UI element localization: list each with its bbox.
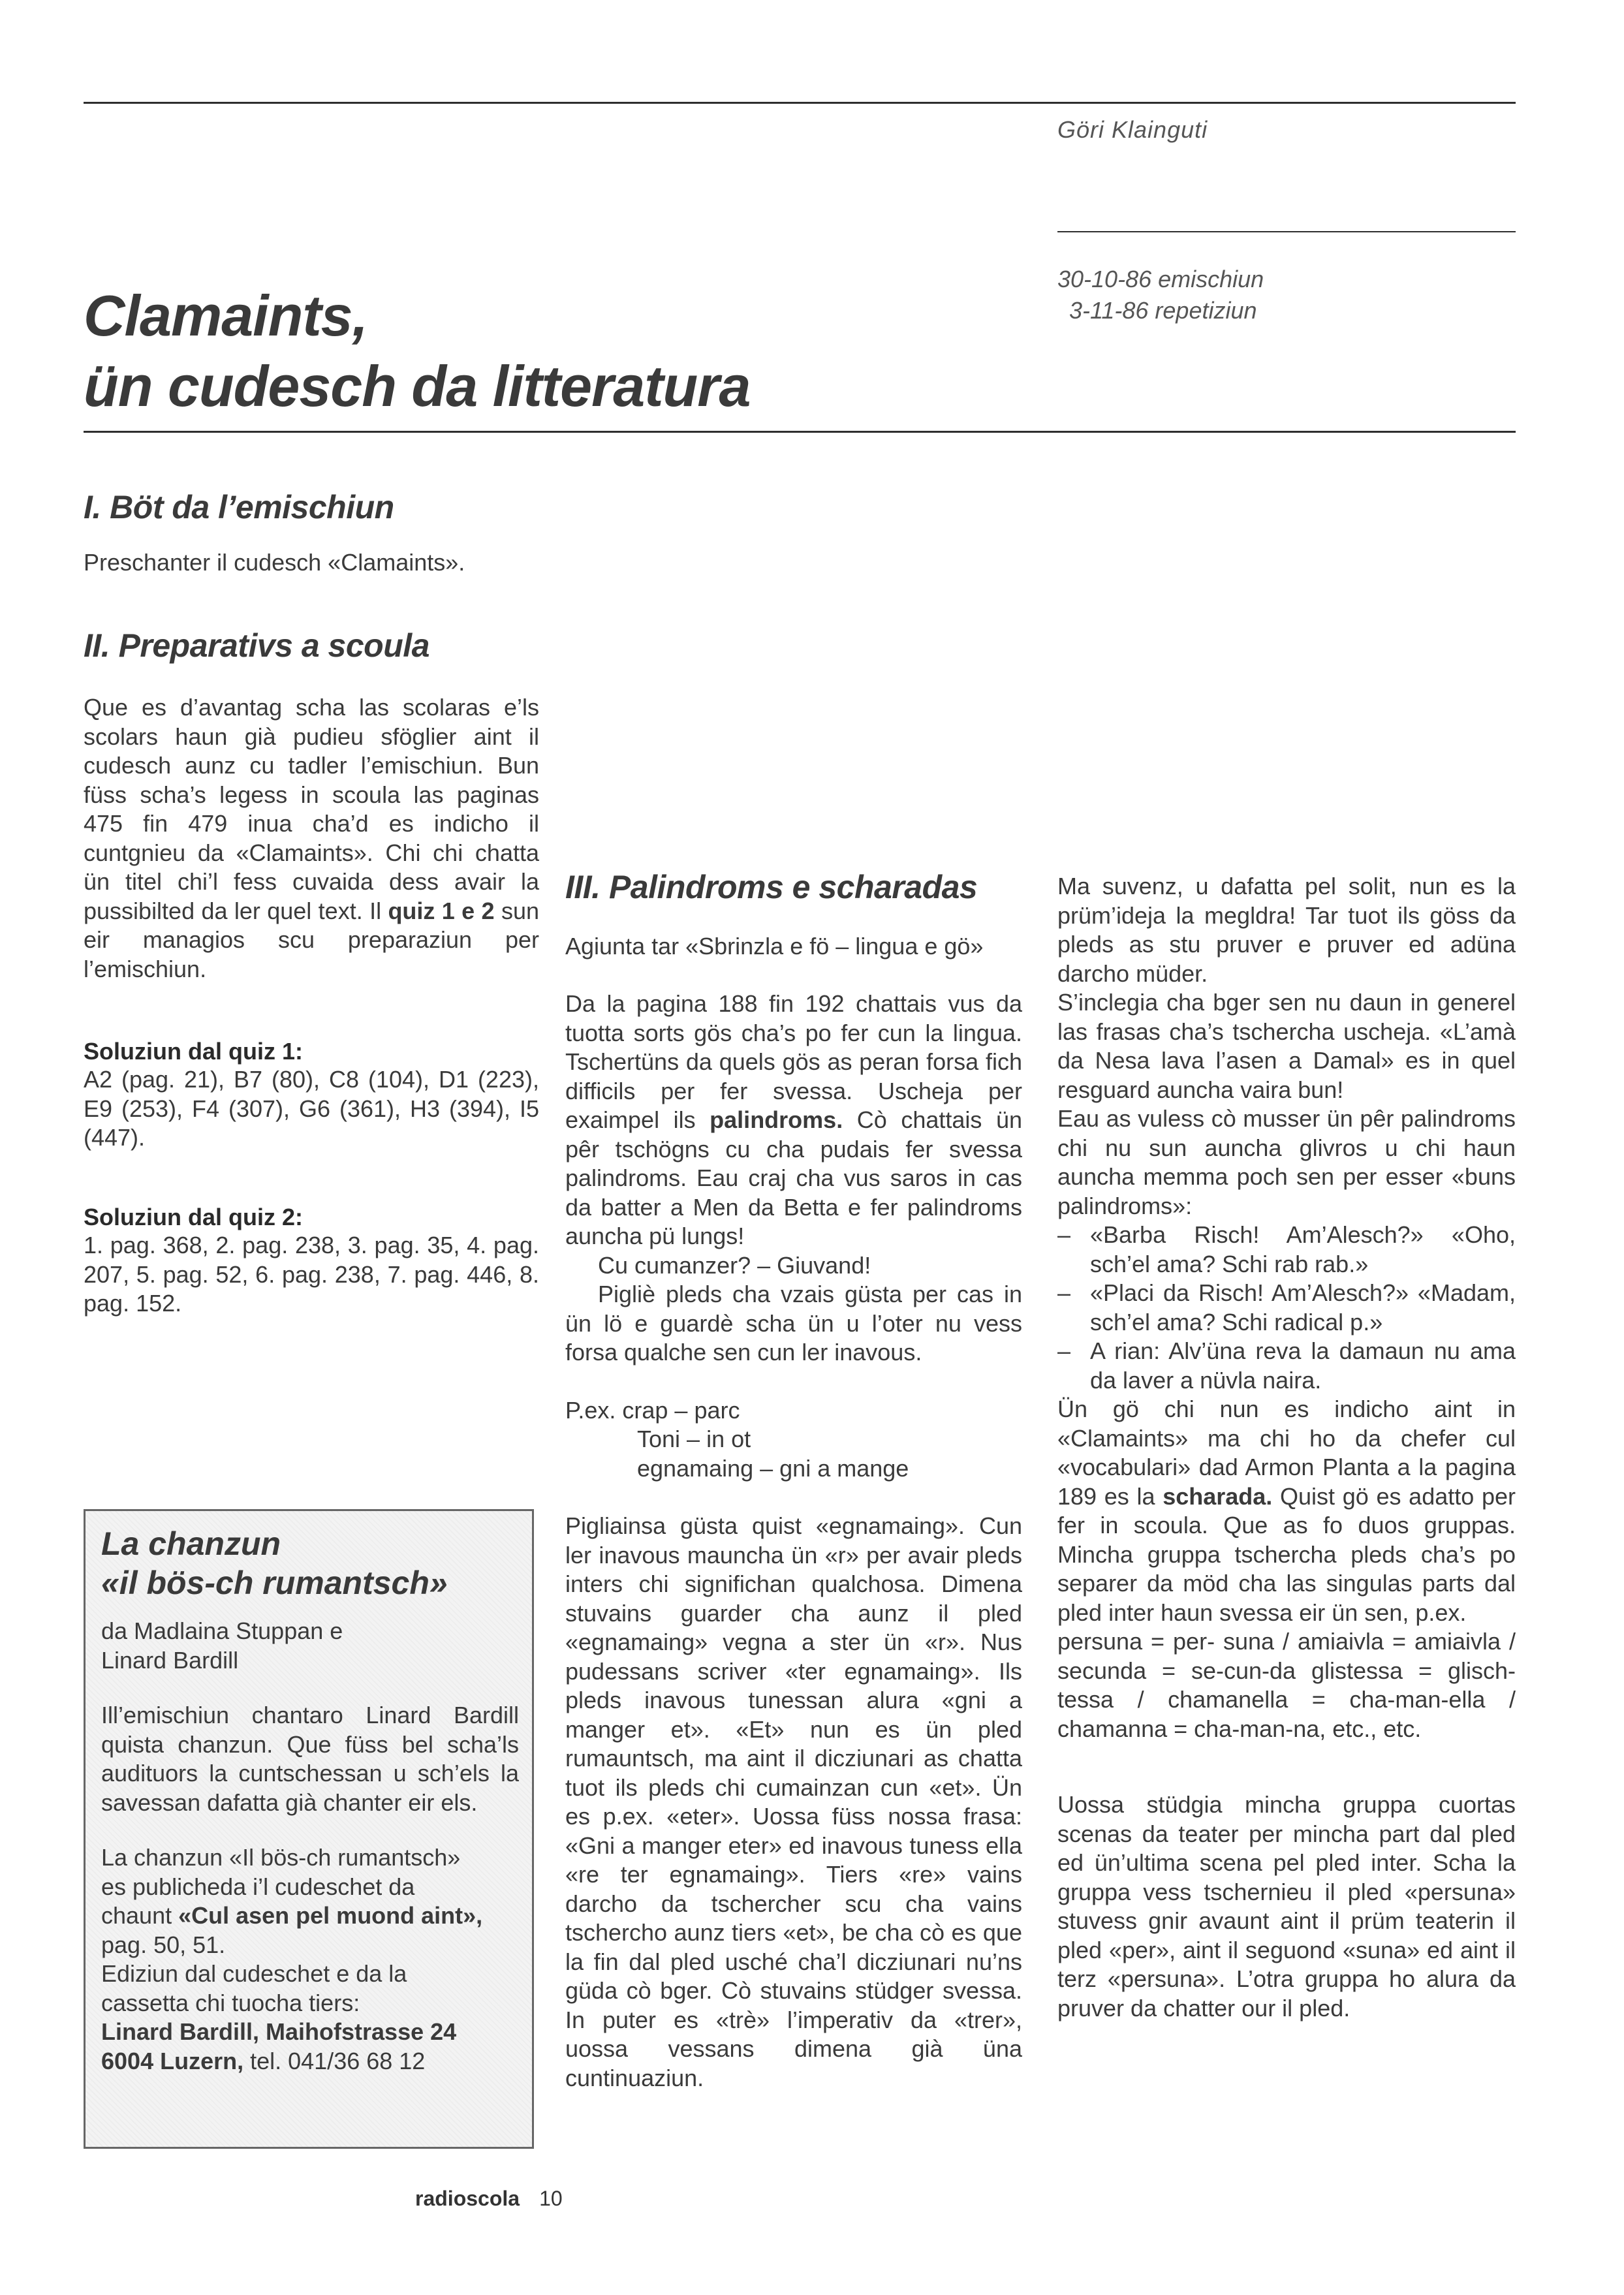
title-line-2: ün cudesch da litteratura (84, 354, 751, 418)
quiz-1-solution (84, 1038, 539, 1153)
top-rule (84, 102, 1516, 104)
egnamaing-paragraph: Pigliainsa güsta quist «egnamaing». Cun ler inavous mauncha ün «r» per avair pleds inters chi significhan qualchosa. Dimena stuvains guarder cha aunz il pled «egnamaing» vegna a ster ün «r». Nus pudessans scriver «ter egnamaing». Ils pleds inavous tunessan alura «gni a manger et». «Et» nun es ün pled rumauntsch, ma aint il dicziunari as chatta tuot ils pleds chi cumainzan cun «et». Ün es p.ex. «eter». Uossa füss nossa frasa: «Gni a manger eter» ed inavous tuness ella «re ter egnamaing». Tiers «re» vains darcho da tschercher scu cha vains tschercho aunz tiers «et», be cha cò es que la fin dal pled usché cha’l dicziunari nu’ns güda cò bger. Cò stuvains stüdger svessa. In puter es «trè» l’imperativ da «trer», uossa vessans dimena già üna cuntinuaziun. (565, 1512, 1022, 2091)
song-title-line-1: La chanzun (101, 1525, 281, 1562)
scharada-term: scharada. (1163, 1482, 1273, 1510)
palindrom-examples-list (1057, 1221, 1516, 1395)
song-publish-line-3-pre: chaunt (101, 1902, 179, 1929)
scharada-text-a: Ün gö chi nun es indicho aint in «Clamaints» ma chi ho da chefer cul «vocabulari» dad Armon Planta a la pagina 189 es la (1057, 1396, 1516, 1510)
example-block (565, 1396, 1022, 1484)
section-3-heading: III. Palindroms e scharadas (565, 869, 978, 905)
example-line-3: egnamaing – gni a mange (637, 1454, 909, 1482)
title-line-1: Clamaints, (84, 283, 368, 348)
col3-paragraph-3: Eau as vuless cò musser ün pêr palindroms chi nu sun auncha glivros u chi haun auncha memma poch sen per esser «buns palindroms»: (1057, 1105, 1516, 1219)
section-1-text: Preschanter il cudesch «Clamaints». (84, 549, 465, 576)
page-number: 10 (539, 2187, 563, 2210)
section-2-paragraph (84, 693, 539, 984)
quiz-2-solution (84, 1204, 539, 1319)
quiz-1-heading: Soluziun dal quiz 1: (84, 1038, 303, 1065)
palindrom-text-a: Da la pagina 188 fin 192 chattais vus da tuotta sorts gös cha’s po fer cun la lingua. Tschertüns da quels gös as peran forsa fich difficils per fer svessa. Uscheja per exaimpel ils (565, 990, 1022, 1133)
palindrom-term: palindroms. (710, 1106, 843, 1133)
song-publish-line-2: es publicheda i’l cudeschet da (101, 1873, 415, 1900)
section-2-text-a: Que es d’avantag scha las scolaras e’ls scolars haun già pudieu sföglier aint il cudesch aunz cu tadler l’emischiun. Bun füss scha’s legess in scoula las paginas 475 fin 479 inua cha’d es indicho il cuntgnieu da «Clamaints». Chi chi chatta ün titel chi’l fess cuvaida dess avair la pussibilted da ler quel text. Il (84, 694, 539, 924)
scharada-examples: persuna = per- suna / amiaivla = amiaivla / secunda = se-cun-da glistessa = glisch-tessa / chamanella = cha-man-ella / chamanna = cha-man-na, etc., etc. (1057, 1628, 1516, 1742)
author-name: Göri Klainguti (1057, 116, 1208, 143)
date-repeat: 3-11-86 repetiziun (1069, 297, 1257, 324)
start-question: Cu cumanzer? – Giuvand! (598, 1251, 871, 1279)
col3-paragraph-2: S’inclegia cha bger sen nu daun in generel las frasas cha’s tschercha uscheja. «L’amà da Nesa lava l’asen a Damal» es in quel resguard auncha vaira bun! (1057, 989, 1516, 1103)
list-item: – «Barba Risch! Am’Alesch?» «Oho, sch’el ama? Schi rab rab.» (1057, 1221, 1516, 1279)
section-1-heading: I. Böt da l’emischiun (84, 489, 394, 525)
col3-paragraph-final: Uossa stüdgia mincha gruppa cuortas scenas da teater per mincha part dal pled ed ün’ultima scena pel pled inter. Scha la gruppa vess tschernieu il pled «persuna» stuvess gnir avaunt aint il prüm teaterin il pled «per», aint il seguond «suna» ed aint il terz «persuna». L’otra gruppa ho alura da pruver da chatter our il pled. (1057, 1791, 1516, 2022)
song-publish-line-6: cassetta chi tuocha tiers: (101, 1989, 360, 2016)
song-publish-line-1: La chanzun «Il bös-ch rumantsch» (101, 1844, 461, 1871)
section-3-body (565, 990, 1022, 2093)
song-publish-line-4: pag. 50, 51. (101, 1931, 226, 1958)
palindrom-paragraph (565, 990, 1022, 1251)
palindrom-text-b: Cò chattais ün pêr tschögns cu cha pudais fer svessa palindroms. Eau craj cha vus saros in cas da batter a Men da Betta e fer palindroms auncha pü lungs! (565, 1106, 1022, 1249)
date-rule (1057, 231, 1516, 232)
contact-city: 6004 Luzern, (101, 2047, 244, 2074)
instruction-paragraph: Pigliè pleds cha vzais güsta per cas in ün lö e guardè scha ün u l’oter nu vess forsa qualche sen cun ler inavous. (565, 1281, 1022, 1366)
scharada-paragraph (1057, 1395, 1516, 1627)
column-3-body (1057, 872, 1516, 2023)
song-book-title: «Cul asen pel muond aint», (178, 1902, 483, 1929)
song-box-title (101, 1524, 519, 1602)
footer-label: radioscola (415, 2187, 520, 2210)
title-rule (84, 431, 1516, 433)
quiz-2-answers: 1. pag. 368, 2. pag. 238, 3. pag. 35, 4. pag. 207, 5. pag. 52, 6. pag. 238, 7. pag. 446, 8. pag. 152. (84, 1232, 539, 1317)
section-2-heading: II. Preparativs a scoula (84, 627, 429, 664)
contact-address-2 (101, 2047, 519, 2076)
page-footer (415, 2187, 563, 2211)
broadcast-dates (1057, 264, 1514, 326)
song-publish-line-3 (101, 1901, 519, 1931)
example-line-2: Toni – in ot (637, 1426, 751, 1452)
section-2-text-b: sun eir managios scu preparaziun per l’emischiun. (84, 897, 539, 982)
song-byline-2: Linard Bardill (101, 1646, 239, 1674)
quiz-reference: quiz 1 e 2 (388, 897, 495, 924)
song-byline (101, 1617, 519, 1675)
contact-address-1: Linard Bardill, Maihofstrasse 24 (101, 2018, 457, 2045)
song-byline-1: da Madlaina Stuppan e (101, 1617, 343, 1644)
quiz-2-heading: Soluziun dal quiz 2: (84, 1204, 303, 1230)
list-item: – «Placi da Risch! Am’Alesch?» «Madam, sch’el ama? Schi radical p.» (1057, 1279, 1516, 1337)
example-line-1: P.ex. crap – parc (565, 1396, 740, 1424)
section-3-intro: Agiunta tar «Sbrinzla e fö – lingua e gö» (565, 933, 984, 960)
col3-paragraph-1: Ma suvenz, u dafatta pel solit, nun es la prüm’ideja la megldra! Tar tuot ils göss da pleds as stu pruver e pruver ed adüna darcho müder. (1057, 873, 1516, 987)
song-box (84, 1509, 534, 2149)
page-title (84, 281, 997, 422)
list-item: – A rian: Alv’üna reva la damaun nu ama da laver a nüvla naira. (1057, 1337, 1516, 1395)
song-box-paragraph-2 (101, 1843, 519, 2076)
quiz-1-answers: A2 (pag. 21), B7 (80), C8 (104), D1 (223), E9 (253), F4 (307), G6 (361), H3 (394), I5 (447). (84, 1066, 539, 1151)
song-publish-line-5: Ediziun dal cudeschet e da la (101, 1960, 407, 1987)
song-box-paragraph-1: Ill’emischiun chantaro Linard Bardill quista chanzun. Que füss bel scha’ls audituors la cuntschessan u sch’els la savessan dafatta già chanter eir els. (101, 1702, 519, 1816)
date-broadcast: 30-10-86 emischiun (1057, 266, 1264, 292)
contact-phone: tel. 041/36 68 12 (243, 2047, 426, 2074)
scharada-text-b: Quist gö es adatto per fer in scoula. Que as fo duos gruppas. Mincha gruppa tschercha pleds cha’s po separer da möd cha las singulas parts dal pled inter haun svessa eir ün sen, p.ex. (1057, 1482, 1516, 1626)
song-title-line-2: «il bös-ch rumantsch» (101, 1565, 448, 1601)
